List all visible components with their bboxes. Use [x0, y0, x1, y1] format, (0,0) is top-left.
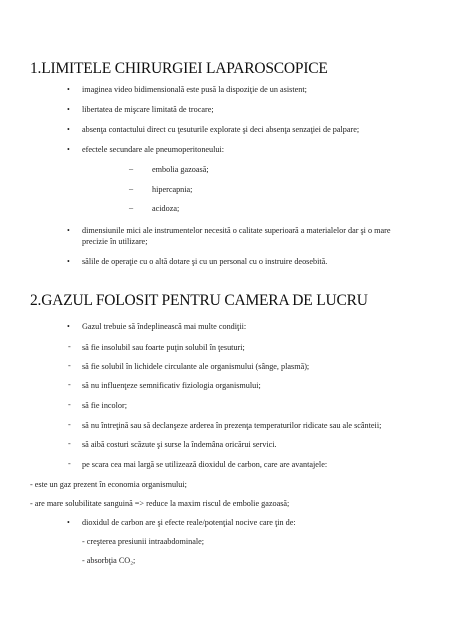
bullet-icon: •	[67, 85, 70, 94]
dash-marker: –	[129, 164, 134, 173]
bullet-icon: •	[67, 257, 70, 266]
condition-item: să fie insolubil sau foarte puţin solubil în ţesuturi;	[82, 343, 245, 352]
condition-item: să nu influenţeze semnificativ fiziologia organismului;	[82, 381, 261, 390]
list-item: absenţa contactului direct cu ţesuturile explorate şi deci absenţa senzaţiei de palpare;	[82, 125, 360, 134]
list-item: libertatea de mişcare limitată de trocare;	[82, 105, 214, 114]
hyphen-marker: -	[68, 439, 71, 448]
bullet-icon: •	[67, 125, 70, 134]
condition-item: să aibă costuri scăzute şi surse la îndemâna oricărui servici.	[82, 440, 277, 449]
bullet-icon: •	[67, 145, 70, 154]
list-item: efectele secundare ale pneumoperitoneului:	[82, 145, 225, 154]
condition-item: să fie solubil în lichidele circulante ale organismului (sânge, plasmă);	[82, 362, 310, 371]
scale-line: pe scara cea mai largă se utilizează dioxidul de carbon, care are avantajele:	[82, 460, 328, 469]
list-item-continuation: precizie în utilizare;	[82, 237, 148, 246]
bullet-icon: •	[67, 105, 70, 114]
hyphen-marker: -	[68, 380, 71, 389]
bullet-icon: •	[67, 518, 70, 527]
list-item: sălile de operaţie cu o altă dotare şi cu un personal cu o instruire deosebită.	[82, 257, 328, 266]
bullet-icon: •	[67, 226, 70, 235]
hyphen-marker: -	[68, 400, 71, 409]
advantage-item: - este un gaz prezent în economia organismului;	[30, 480, 187, 489]
effect-item: - absorbţia CO₂;	[82, 556, 136, 565]
sublist-item: acidoza;	[152, 204, 180, 213]
hyphen-marker: -	[68, 459, 71, 468]
sublist-item: hipercapnia;	[152, 185, 193, 194]
section-2-title: 2.GAZUL FOLOSIT PENTRU CAMERA DE LUCRU	[30, 292, 368, 309]
advantage-item: - are mare solubilitate sanguină => reduce la maxim riscul de embolie gazoasă;	[30, 499, 290, 508]
dash-marker: –	[129, 184, 134, 193]
condition-item: să nu întreţină sau să declanşeze arderea în prezenţa temperaturilor ridicate sau ale scânteii;	[82, 421, 382, 430]
list-item: Gazul trebuie să îndeplinească mai multe condiţii:	[82, 322, 247, 331]
list-item: dioxidul de carbon are şi efecte reale/potenţial nocive care ţin de:	[82, 518, 296, 527]
condition-item: să fie incolor;	[82, 401, 128, 410]
hyphen-marker: -	[68, 420, 71, 429]
hyphen-marker: -	[68, 342, 71, 351]
hyphen-marker: -	[68, 361, 71, 370]
list-item: imaginea video bidimensională este pusă la dispoziţie de un asistent;	[82, 85, 307, 94]
list-item: dimensiunile mici ale instrumentelor necesită o calitate superioară a materialelor dar şi o mare	[82, 226, 391, 235]
effect-item: - creşterea presiunii intraabdominale;	[82, 537, 205, 546]
bullet-icon: •	[67, 322, 70, 331]
sublist-item: embolia gazoasă;	[152, 165, 209, 174]
dash-marker: –	[129, 203, 134, 212]
section-1-title: 1.LIMITELE CHIRURGIEI LAPAROSCOPICE	[30, 60, 328, 77]
